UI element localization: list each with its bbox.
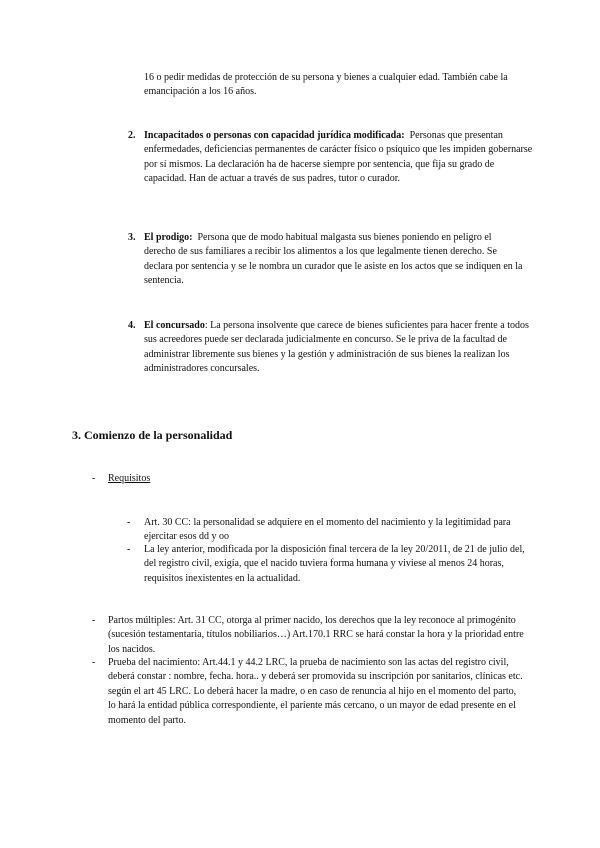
- bullet-marker: -: [92, 615, 96, 626]
- intro-paragraph: 16 o pedir medidas de protección de su persona y bienes a cualquier edad. También cabe la emancipación a los 16 años.: [144, 72, 508, 98]
- item-paragraph-3: [144, 231, 524, 289]
- bullet-marker: -: [92, 657, 96, 668]
- item-text-3: Persona que de modo habitual malgasta sus bienes poniendo en peligro el derecho de sus familiares a recibir los alimentos a los que legalmente tienen derecho. Se declara por sentencia y se le nombra un curador que le asiste en los actos que se indiquen en la sentencia.: [144, 232, 523, 287]
- item-number-3: 3.: [128, 232, 136, 243]
- section-heading: 3. Comienzo de la personalidad: [72, 428, 233, 442]
- requisitos-label: Requisitos: [108, 473, 151, 484]
- item-paragraph-2: [144, 129, 534, 187]
- sub-bullet-marker: -: [127, 517, 131, 528]
- item-title-4: El concursado: [144, 320, 205, 331]
- bullet-item: Partos múltiples: Art. 31 CC, otorga al primer nacido, los derechos que la ley reconoce al primogénito (sucesión testamentaria, títulos nobiliarios…) Art.170.1 RRC se hará constar la hora y la prioridad entre los nacidos.: [108, 615, 524, 655]
- item-number-4: 4.: [128, 320, 136, 331]
- sub-bullet-marker: -: [127, 544, 131, 555]
- item-text-4: : La persona insolvente que carece de bienes suficientes para hacer frente a todos sus acreedores puede ser declarada judicialmente en concurso. Se le priva de la facultad de administrar libremente sus bienes y la gestión y administración de sus bienes la realizan los administradores concursales.: [144, 320, 529, 375]
- bullet-marker: -: [92, 473, 96, 484]
- item-title-3: El prodigo:: [144, 232, 193, 243]
- item-title-2: Incapacitados o personas con capacidad jurídica modificada:: [144, 130, 405, 141]
- sub-bullet-item: Art. 30 CC: la personalidad se adquiere en el momento del nacimiento y la legitimidad para ejercitar esos dd y oo: [144, 517, 511, 543]
- item-paragraph-4: [144, 319, 529, 377]
- bullet-item: Prueba del nacimiento: Art.44.1 y 44.2 LRC, la prueba de nacimiento son las actas del registro civil, deberá constar : nombre, fecha. hora.. y deberá ser promovida su inscripción por sanitarios, clínicas etc. según el art 45 LRC. Lo deberá hacer la madre, o en caso de renuncia al hijo en el momento del parto, lo hará la entidad pública correspondiente, el pariente más cercano, o un mayor de edad presente en el momento del parto.: [108, 657, 523, 726]
- item-number-2: 2.: [128, 130, 136, 141]
- item-text-2: Personas que presentan enfermedades, deficiencias permanentes de carácter físico o psíquico que les impiden gobernarse por sí mismos. La declaración ha de hacerse siempre por sentencia, que fija su grado de capacidad. Han de actuar a través de sus padres, tutor o curador.: [144, 130, 533, 185]
- sub-bullet-item: La ley anterior, modificada por la disposición final tercera de la ley 20/2011, de 21 de julio del, del registro civil, exigía, que el nacido tuviera forma humana y viviese al menos 24 horas, requisitos inexistentes en la actualidad.: [144, 544, 525, 584]
